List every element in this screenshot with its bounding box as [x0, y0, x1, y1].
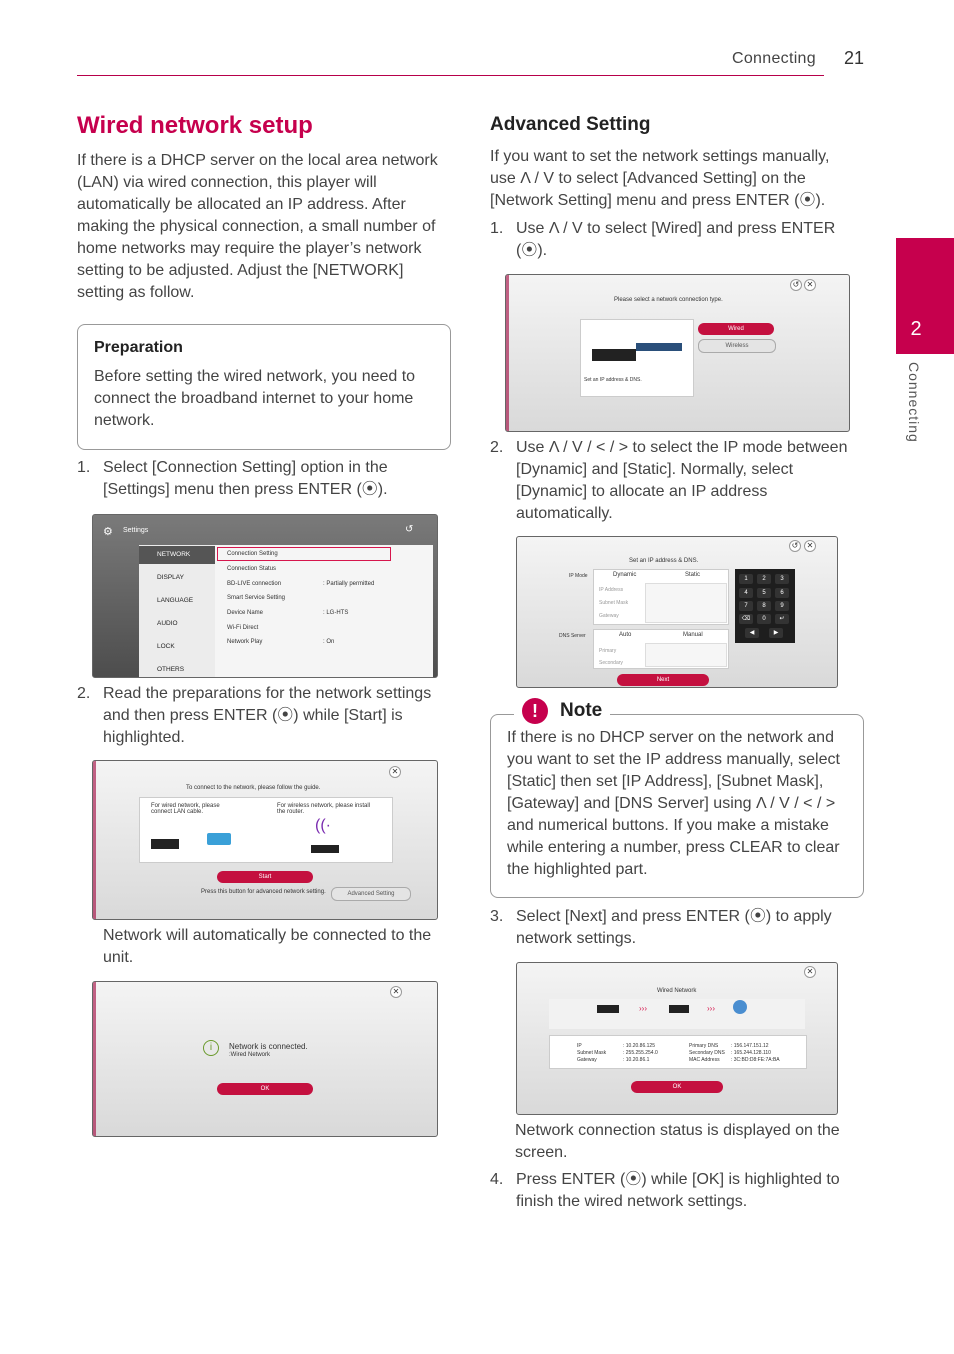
settings-item-2: BD-LIVE connection: [227, 581, 282, 587]
field-gateway: Gateway: [599, 613, 619, 619]
right-step-4: [490, 1169, 856, 1213]
value-mac: : 3C:BD:D8:FE:7A:BA: [731, 1057, 780, 1063]
status-heading: Wired Network: [657, 988, 697, 994]
settings-item-3: Smart Service Setting: [227, 595, 286, 601]
key-right[interactable]: ▶: [769, 628, 783, 638]
lan-cable-icon: [636, 343, 682, 351]
note-label: Note: [560, 700, 603, 721]
ip-input-cells[interactable]: [645, 583, 727, 623]
close-icon: ✕: [390, 986, 402, 998]
player-icon: [151, 839, 179, 849]
advanced-hint: Press this button for advanced network setting.: [201, 889, 326, 895]
menu-audio: AUDIO: [157, 620, 178, 627]
wired-instruction: For wired network, please connect LAN cable.: [151, 803, 220, 815]
step-number: 1.: [490, 220, 504, 237]
key-backspace[interactable]: ⌫: [739, 614, 753, 624]
lan-cable-icon: [207, 833, 231, 845]
header-rule: [77, 75, 824, 76]
step-number: 1.: [77, 459, 91, 476]
router-icon: [311, 845, 339, 853]
ok-button[interactable]: OK: [631, 1081, 723, 1093]
label-gateway: Gateway: [577, 1057, 597, 1063]
info-icon: i: [203, 1040, 219, 1056]
label-primary-dns: Primary DNS: [689, 1043, 719, 1049]
right-step-1: [490, 218, 856, 262]
running-header-section: Connecting: [732, 50, 816, 67]
field-secondary: Secondary: [599, 660, 623, 666]
right-step-2: [490, 437, 856, 525]
settings-value-2: : Partially permitted: [323, 581, 375, 587]
status-diagram: [549, 999, 805, 1029]
step-number: 3.: [490, 908, 504, 925]
wired-option[interactable]: Wired: [698, 323, 774, 335]
back-icon: ↺: [405, 524, 414, 535]
page-number: 21: [844, 48, 865, 68]
key-3[interactable]: 3: [775, 574, 789, 584]
exclamation-icon: !: [522, 698, 548, 724]
wireless-instruction: For wireless network, please install the router.: [277, 803, 371, 815]
connected-sub: :Wired Network: [229, 1052, 271, 1058]
signal-arrows-icon-2: ›››: [707, 1004, 715, 1013]
network-guide-screenshot: [92, 760, 438, 920]
static-option[interactable]: Static: [685, 572, 701, 578]
guide-heading: To connect to the network, please follow the guide.: [186, 785, 321, 791]
key-5[interactable]: 5: [757, 588, 771, 598]
key-enter[interactable]: ↵: [775, 614, 789, 624]
left-step-2: [77, 683, 449, 749]
globe-icon: [733, 1000, 747, 1014]
key-7[interactable]: 7: [739, 601, 753, 611]
step-number: 2.: [490, 439, 504, 456]
step-number: 2.: [77, 685, 91, 702]
key-9[interactable]: 9: [775, 601, 789, 611]
ip-mode-label: IP Mode: [569, 573, 588, 579]
status-text: Network connection status is displayed on the screen.: [515, 1122, 840, 1161]
label-ip: IP: [577, 1043, 582, 1049]
value-gateway: : 10.20.86.1: [623, 1057, 650, 1063]
auto-option[interactable]: Auto: [619, 632, 632, 638]
key-6[interactable]: 6: [775, 588, 789, 598]
menu-lock: LOCK: [157, 643, 175, 650]
settings-value-6: : On: [323, 639, 335, 645]
settings-item-6: Network Play: [227, 639, 263, 645]
value-subnet: : 255.255.254.0: [623, 1050, 658, 1056]
key-4[interactable]: 4: [739, 588, 753, 598]
type-footer: Set an IP address & DNS.: [584, 377, 642, 383]
step-text: Read the preparations for the network settings and then press ENTER (⦿) while [Start] is highlighted.: [103, 685, 432, 746]
ip-heading: Set an IP address & DNS.: [629, 558, 699, 564]
label-subnet: Subnet Mask: [577, 1050, 607, 1056]
right-step-3: [490, 906, 856, 950]
preparation-text: Before setting the wired network, you need to connect the broadband internet to your home network.: [94, 368, 416, 429]
gear-icon: ⚙: [103, 526, 113, 538]
key-left[interactable]: ◀: [745, 628, 759, 638]
step-text: Select [Connection Setting] option in the [Settings] menu then press ENTER (⦿).: [103, 459, 388, 498]
settings-item-5: Wi-Fi Direct: [227, 625, 259, 631]
menu-network: NETWORK: [157, 551, 191, 558]
key-2[interactable]: 2: [757, 574, 771, 584]
settings-item-0: Connection Setting: [227, 551, 278, 557]
player-icon: [597, 1005, 619, 1013]
settings-screenshot: [92, 514, 438, 678]
subsection-title: Advanced Setting: [490, 114, 651, 135]
close-icon: ✕: [389, 766, 401, 778]
start-button[interactable]: Start: [217, 871, 313, 883]
step-text: Use Λ / V / < / > to select the IP mode between [Dynamic] and [Static]. Normally, select [Dynamic] to allocate an IP address automatically.: [516, 439, 848, 522]
settings-value-4: : LG-HTS: [323, 610, 349, 616]
settings-item-1: Connection Status: [227, 566, 277, 572]
close-icon: ✕: [804, 966, 816, 978]
ok-button[interactable]: OK: [217, 1083, 313, 1095]
wifi-icon: ((·: [315, 817, 331, 834]
connected-screenshot: [92, 981, 438, 1137]
settings-menu: [139, 545, 215, 677]
back-icon: ↺: [789, 540, 801, 552]
intro-paragraph: If there is a DHCP server on the local area network (LAN) via wired connection, this player will automatically be allocated an IP address. After making the physical connection, a small number of home networks may require the player’s network setting to be adjusted. Adjust the [NETWORK] setting as follow.: [77, 152, 438, 301]
close-icon: ✕: [804, 279, 816, 291]
value-primary-dns: : 156.147.151.12: [731, 1043, 769, 1049]
menu-display: DISPLAY: [157, 574, 184, 581]
connection-type-screenshot: [505, 274, 850, 432]
key-0[interactable]: 0: [757, 614, 771, 624]
manual-option[interactable]: Manual: [683, 632, 703, 638]
chapter-number: 2: [910, 318, 922, 340]
connected-message: Network is connected.: [229, 1042, 308, 1051]
value-ip: : 10.20.86.125: [623, 1043, 655, 1049]
field-subnet-mask: Subnet Mask: [599, 600, 629, 606]
step-text: Press ENTER (⦿) while [OK] is highlighted to finish the wired network settings.: [516, 1171, 840, 1210]
close-icon: ✕: [804, 540, 816, 552]
settings-title: Settings: [123, 527, 149, 534]
settings-item-4: Device Name: [227, 610, 264, 616]
field-ip-address: IP Address: [599, 587, 624, 593]
value-secondary-dns: : 165.244.128.110: [731, 1050, 771, 1056]
note-text: If there is no DHCP server on the network and you want to set the IP address manually, select [Static] then set [IP Address], [Subnet Mask], [Gateway] and [DNS Server] using Λ / V / < / > and numerical buttons. If you make a mistake while entering a number, press CLEAR to clear the highlighted part.: [507, 729, 840, 878]
ip-mode-screenshot: [516, 536, 838, 688]
key-8[interactable]: 8: [757, 601, 771, 611]
label-secondary-dns: Secondary DNS: [689, 1050, 725, 1056]
auto-connect-text: Network will automatically be connected to the unit.: [103, 927, 432, 966]
back-icon: ↺: [790, 279, 802, 291]
signal-arrows-icon: ›››: [639, 1004, 647, 1013]
menu-others: OTHERS: [157, 666, 185, 673]
type-heading: Please select a network connection type.: [614, 297, 723, 303]
left-step-1: [77, 457, 449, 501]
dns-input-cells[interactable]: [645, 643, 727, 667]
step-text: Select [Next] and press ENTER (⦿) to apply network settings.: [516, 908, 832, 947]
wireless-option[interactable]: Wireless: [698, 339, 776, 353]
step-number: 4.: [490, 1171, 504, 1188]
step-text: Use Λ / V to select [Wired] and press ENTER (⦿).: [516, 220, 836, 259]
label-mac: MAC Address: [689, 1057, 720, 1063]
player-icon: [592, 349, 636, 361]
advanced-intro: If you want to set the network settings manually, use Λ / V to select [Advanced Setting] on the [Network Setting] menu and press ENTER (⦿).: [490, 148, 830, 209]
dynamic-option[interactable]: Dynamic: [613, 572, 637, 578]
dns-label: DNS Server: [559, 633, 586, 639]
preparation-title: Preparation: [94, 339, 183, 356]
network-status-screenshot: [516, 962, 838, 1115]
advanced-setting-button[interactable]: Advanced Setting: [331, 887, 411, 901]
note-header: [514, 698, 610, 724]
field-primary: Primary: [599, 648, 617, 654]
section-title: Wired network setup: [77, 112, 313, 139]
router-icon: [669, 1005, 689, 1013]
menu-language: LANGUAGE: [157, 597, 194, 604]
chapter-label: Connecting: [906, 362, 922, 443]
key-1[interactable]: 1: [739, 574, 753, 584]
next-button[interactable]: Next: [617, 674, 709, 686]
